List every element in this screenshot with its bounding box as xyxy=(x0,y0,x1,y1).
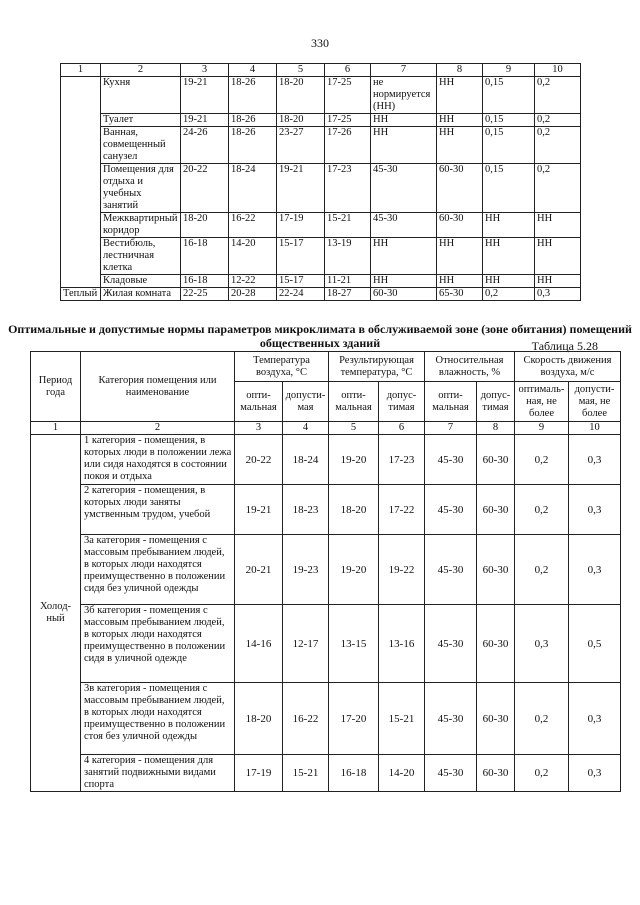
value-cell: 13-15 xyxy=(329,605,379,683)
value-cell: НН xyxy=(535,213,581,238)
value-cell: 18-24 xyxy=(283,435,329,485)
value-cell: 17-23 xyxy=(379,435,425,485)
column-number: 2 xyxy=(81,422,235,435)
table-label: Таблица 5.28 xyxy=(531,339,598,353)
column-number: 4 xyxy=(283,422,329,435)
value-cell: 0,3 xyxy=(569,535,621,605)
category-name: 3б категория - помещения с массовым пребыванием людей, в которых люди находятся преимущественно в положении сидя в уличной одежде xyxy=(81,605,235,683)
value-cell: 45-30 xyxy=(425,683,477,755)
header-opt-speed: оптималь-ная, не более xyxy=(515,382,569,422)
value-cell: 60-30 xyxy=(477,535,515,605)
room-name: Туалет xyxy=(101,114,181,127)
value-cell: 19-20 xyxy=(329,535,379,605)
header-category: Категория помещения или наименование xyxy=(81,352,235,422)
value-cell: 0,15 xyxy=(483,114,535,127)
value-cell: НН xyxy=(483,238,535,275)
column-number: 3 xyxy=(235,422,283,435)
column-number: 5 xyxy=(329,422,379,435)
column-number: 3 xyxy=(181,64,229,77)
value-cell: 16-22 xyxy=(229,213,277,238)
table-row xyxy=(61,275,581,288)
table-caption: Оптимальные и допустимые нормы параметров микроклимата в обслуживаемой зоне (зоне обитания) помещений общественных зданий xyxy=(8,322,632,350)
table-row xyxy=(61,164,581,213)
group-label: Теплый xyxy=(61,288,101,301)
value-cell: 60-30 xyxy=(477,435,515,485)
table-row xyxy=(31,683,621,755)
value-cell: 19-23 xyxy=(283,535,329,605)
column-number: 6 xyxy=(325,64,371,77)
value-cell: 0,5 xyxy=(569,605,621,683)
column-number-row xyxy=(31,422,621,435)
header-dop: допусти-мая xyxy=(283,382,329,422)
value-cell: 20-22 xyxy=(235,435,283,485)
room-name: Помещения для отдыха и учебных занятий xyxy=(101,164,181,213)
category-name: 2 категория - помещения, в которых люди заняты умственным трудом, учебой xyxy=(81,485,235,535)
value-cell: 16-18 xyxy=(329,755,379,792)
period-cell: Холод-ный xyxy=(31,435,81,792)
value-cell: 0,15 xyxy=(483,164,535,213)
value-cell: 18-27 xyxy=(325,288,371,301)
table-row xyxy=(31,755,621,792)
value-cell: 65-30 xyxy=(437,288,483,301)
value-cell: 15-21 xyxy=(283,755,329,792)
column-number: 1 xyxy=(31,422,81,435)
value-cell: 16-22 xyxy=(283,683,329,755)
group-cell xyxy=(61,77,101,288)
value-cell: 0,3 xyxy=(515,605,569,683)
value-cell: 45-30 xyxy=(425,605,477,683)
value-cell: 15-21 xyxy=(379,683,425,755)
value-cell: 19-21 xyxy=(277,164,325,213)
public-buildings-table xyxy=(30,351,621,792)
value-cell: 0,3 xyxy=(535,288,581,301)
value-cell: 18-20 xyxy=(235,683,283,755)
value-cell: 19-20 xyxy=(329,435,379,485)
value-cell: 0,2 xyxy=(515,535,569,605)
column-number: 7 xyxy=(371,64,437,77)
value-cell: 24-26 xyxy=(181,127,229,164)
category-name: 3а категория - помещения с массовым пребыванием людей, в которых люди находятся преимущественно в положении сидя без уличной одежды xyxy=(81,535,235,605)
value-cell: не нормируется (НН) xyxy=(371,77,437,114)
value-cell: 18-20 xyxy=(277,77,325,114)
room-name: Кухня xyxy=(101,77,181,114)
value-cell: 17-25 xyxy=(325,77,371,114)
table-header-row xyxy=(61,64,581,77)
value-cell: 17-26 xyxy=(325,127,371,164)
value-cell: 20-22 xyxy=(181,164,229,213)
category-name: 4 категория - помещения для занятий подвижными видами спорта xyxy=(81,755,235,792)
value-cell: 0,15 xyxy=(483,127,535,164)
value-cell: 17-23 xyxy=(325,164,371,213)
value-cell: 60-30 xyxy=(371,288,437,301)
value-cell: 17-22 xyxy=(379,485,425,535)
column-number: 10 xyxy=(535,64,581,77)
header-dop: допус-тимая xyxy=(379,382,425,422)
column-number: 7 xyxy=(425,422,477,435)
column-number: 2 xyxy=(101,64,181,77)
header-result-temp: Результирующая температура, °С xyxy=(329,352,425,382)
value-cell: 17-19 xyxy=(277,213,325,238)
value-cell: НН xyxy=(371,275,437,288)
value-cell: 0,3 xyxy=(569,755,621,792)
value-cell: 15-17 xyxy=(277,238,325,275)
table-row xyxy=(31,435,621,485)
value-cell: 60-30 xyxy=(477,485,515,535)
value-cell: 12-22 xyxy=(229,275,277,288)
value-cell: 0,2 xyxy=(515,485,569,535)
value-cell: 11-21 xyxy=(325,275,371,288)
value-cell: 19-21 xyxy=(181,77,229,114)
value-cell: 22-25 xyxy=(181,288,229,301)
value-cell: 14-20 xyxy=(379,755,425,792)
value-cell: 60-30 xyxy=(477,683,515,755)
value-cell: 45-30 xyxy=(425,485,477,535)
value-cell: 45-30 xyxy=(425,755,477,792)
value-cell: 20-21 xyxy=(235,535,283,605)
value-cell: 22-24 xyxy=(277,288,325,301)
value-cell: 18-24 xyxy=(229,164,277,213)
value-cell: НН xyxy=(371,127,437,164)
table-row xyxy=(31,485,621,535)
header-air-speed: Скорость движения воздуха, м/с xyxy=(515,352,621,382)
category-name: 3в категория - помещения с массовым пребыванием людей, в которых люди находятся преимущественно в положении стоя без уличной одежды xyxy=(81,683,235,755)
value-cell: 45-30 xyxy=(425,535,477,605)
column-number: 9 xyxy=(483,64,535,77)
value-cell: НН xyxy=(437,127,483,164)
value-cell: 18-20 xyxy=(329,485,379,535)
value-cell: 0,3 xyxy=(569,683,621,755)
room-name: Кладовые xyxy=(101,275,181,288)
column-number: 1 xyxy=(61,64,101,77)
header-opt: опти-мальная xyxy=(329,382,379,422)
value-cell: 16-18 xyxy=(181,275,229,288)
value-cell: НН xyxy=(437,114,483,127)
value-cell: НН xyxy=(483,213,535,238)
header-air-temp: Температура воздуха, °С xyxy=(235,352,329,382)
header-opt: опти-мальная xyxy=(235,382,283,422)
value-cell: 60-30 xyxy=(437,164,483,213)
value-cell: 18-26 xyxy=(229,127,277,164)
value-cell: 20-28 xyxy=(229,288,277,301)
header-opt: опти-мальная xyxy=(425,382,477,422)
value-cell: 0,2 xyxy=(515,435,569,485)
column-number: 10 xyxy=(569,422,621,435)
header-dop: допус-тимая xyxy=(477,382,515,422)
value-cell: 17-19 xyxy=(235,755,283,792)
table-row xyxy=(61,213,581,238)
table-row xyxy=(31,535,621,605)
value-cell: 18-20 xyxy=(277,114,325,127)
value-cell: 0,2 xyxy=(535,164,581,213)
value-cell: НН xyxy=(371,114,437,127)
page-number: 330 xyxy=(311,36,329,50)
header-humidity: Относительная влажность, % xyxy=(425,352,515,382)
value-cell: 0,2 xyxy=(515,755,569,792)
header-dop-speed: допусти-мая, не более xyxy=(569,382,621,422)
value-cell: 19-21 xyxy=(181,114,229,127)
value-cell: 0,2 xyxy=(535,114,581,127)
value-cell: 12-17 xyxy=(283,605,329,683)
value-cell: 60-30 xyxy=(477,755,515,792)
room-name: Вестибюль, лестничная клетка xyxy=(101,238,181,275)
value-cell: 14-20 xyxy=(229,238,277,275)
value-cell: 13-16 xyxy=(379,605,425,683)
value-cell: 17-20 xyxy=(329,683,379,755)
value-cell: НН xyxy=(371,238,437,275)
value-cell: 23-27 xyxy=(277,127,325,164)
header-period: Период года xyxy=(31,352,81,422)
column-number: 9 xyxy=(515,422,569,435)
column-number: 8 xyxy=(477,422,515,435)
column-number: 8 xyxy=(437,64,483,77)
value-cell: НН xyxy=(437,275,483,288)
value-cell: НН xyxy=(535,238,581,275)
table-row xyxy=(61,288,581,301)
value-cell: 60-30 xyxy=(477,605,515,683)
value-cell: НН xyxy=(483,275,535,288)
room-name: Жилая комната xyxy=(101,288,181,301)
value-cell: 17-25 xyxy=(325,114,371,127)
column-number: 4 xyxy=(229,64,277,77)
value-cell: 16-18 xyxy=(181,238,229,275)
value-cell: 18-23 xyxy=(283,485,329,535)
value-cell: НН xyxy=(437,77,483,114)
value-cell: 0,15 xyxy=(483,77,535,114)
value-cell: 18-26 xyxy=(229,77,277,114)
value-cell: НН xyxy=(535,275,581,288)
living-rooms-table xyxy=(60,63,581,301)
category-name: 1 категория - помещения, в которых люди в положении лежа или сидя находятся в состоянии покоя и отдыха xyxy=(81,435,235,485)
table-row xyxy=(31,605,621,683)
room-name: Межквартирный коридор xyxy=(101,213,181,238)
value-cell: 45-30 xyxy=(371,164,437,213)
table-row xyxy=(61,77,581,114)
room-name: Ванная, совмещенный санузел xyxy=(101,127,181,164)
value-cell: 13-19 xyxy=(325,238,371,275)
value-cell: 15-17 xyxy=(277,275,325,288)
value-cell: 45-30 xyxy=(425,435,477,485)
value-cell: 60-30 xyxy=(437,213,483,238)
value-cell: 14-16 xyxy=(235,605,283,683)
table-row xyxy=(61,238,581,275)
value-cell: 15-21 xyxy=(325,213,371,238)
table-row xyxy=(61,127,581,164)
value-cell: 45-30 xyxy=(371,213,437,238)
value-cell: 0,2 xyxy=(483,288,535,301)
value-cell: 19-22 xyxy=(379,535,425,605)
value-cell: 0,2 xyxy=(535,127,581,164)
value-cell: 19-21 xyxy=(235,485,283,535)
column-number: 6 xyxy=(379,422,425,435)
value-cell: НН xyxy=(437,238,483,275)
value-cell: 0,3 xyxy=(569,485,621,535)
table-row xyxy=(61,114,581,127)
value-cell: 0,3 xyxy=(569,435,621,485)
value-cell: 0,2 xyxy=(535,77,581,114)
value-cell: 18-26 xyxy=(229,114,277,127)
column-number: 5 xyxy=(277,64,325,77)
value-cell: 18-20 xyxy=(181,213,229,238)
value-cell: 0,2 xyxy=(515,683,569,755)
